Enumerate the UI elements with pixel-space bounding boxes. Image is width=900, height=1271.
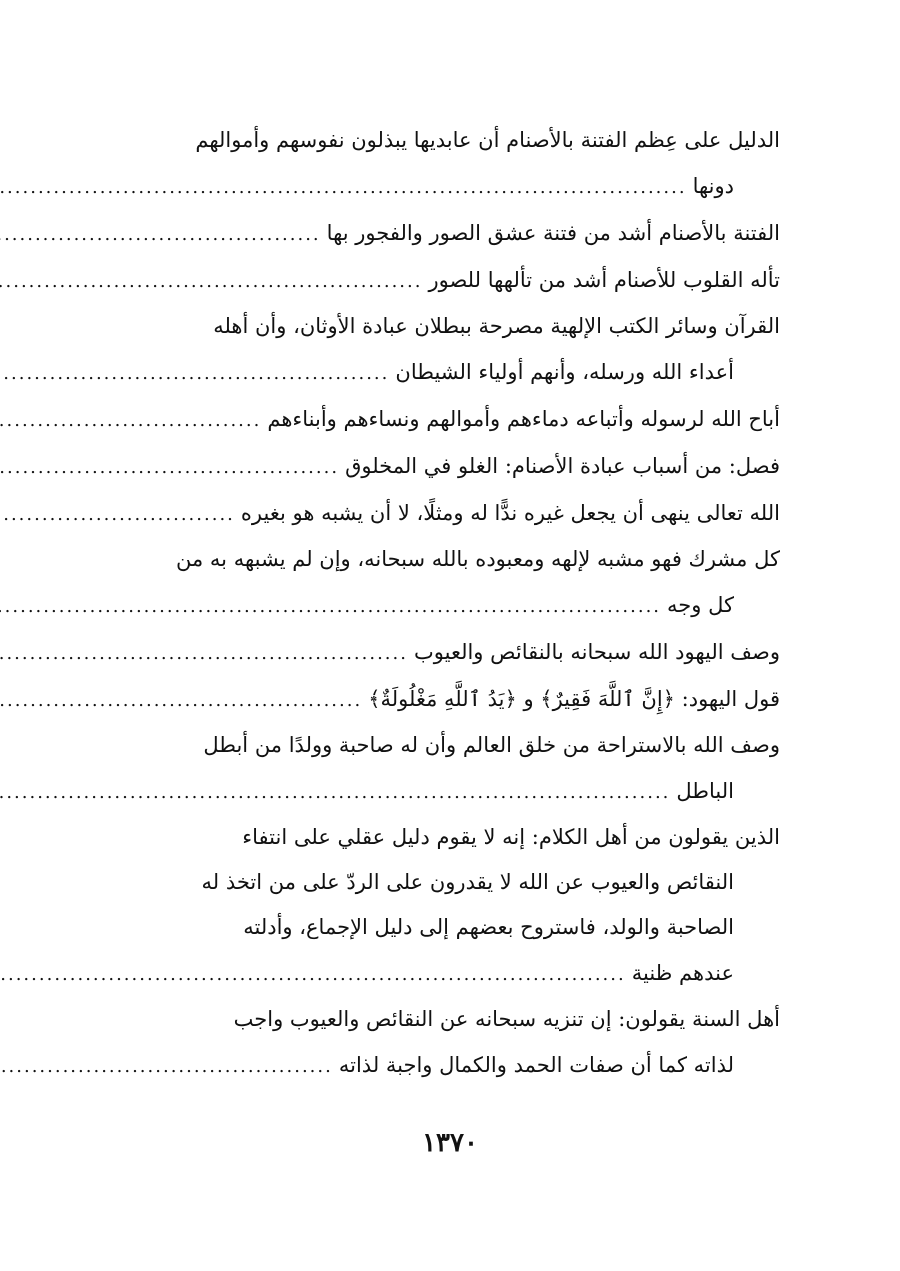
dot-leader bbox=[0, 259, 422, 304]
entry-page-line bbox=[130, 629, 780, 674]
entry-page-line bbox=[130, 396, 780, 441]
entry-page-line bbox=[130, 163, 780, 208]
entry-title: الباطل bbox=[676, 779, 734, 803]
entry-text-line: الذين يقولون من أهل الكلام: إنه لا يقوم دليل عقلي على انتفاء bbox=[242, 825, 780, 849]
dot-leader bbox=[0, 952, 626, 997]
dot-leader bbox=[0, 770, 670, 815]
entry-text-line: الدليل على عِظم الفتنة بالأصنام أن عابديها يبذلون نفوسهم وأموالهم bbox=[195, 128, 780, 152]
toc-entry bbox=[130, 304, 780, 394]
entry-page-line bbox=[130, 257, 780, 302]
entry-text-line: أهل السنة يقولون: إن تنزيه سبحانه عن النقائص والعيوب واجب bbox=[233, 1007, 780, 1031]
entry-title: أعداء الله ورسله، وأنهم أولياء الشيطان bbox=[395, 360, 734, 384]
toc-entry bbox=[130, 118, 780, 208]
entry-title: الله تعالى ينهى أن يجعل غيره ندًّا له ومثلًا، لا أن يشبه هو بغيره bbox=[240, 501, 780, 525]
toc-entry bbox=[130, 537, 780, 627]
dot-leader bbox=[0, 398, 261, 443]
entry-title: دونها bbox=[692, 174, 734, 198]
entry-text-line: القرآن وسائر الكتب الإلهية مصرحة ببطلان عبادة الأوثان، وأن أهله bbox=[213, 314, 780, 338]
dot-leader bbox=[0, 351, 389, 396]
dot-leader bbox=[0, 212, 321, 257]
dot-leader bbox=[0, 165, 687, 210]
entry-page-line bbox=[130, 676, 780, 721]
toc-entries bbox=[130, 118, 780, 1089]
entry-title: عندهم ظنية bbox=[631, 961, 734, 985]
entry-page-line bbox=[130, 490, 780, 535]
entry-page-line bbox=[130, 349, 780, 394]
entry-page-line bbox=[130, 210, 780, 255]
entry-page-line bbox=[130, 950, 780, 995]
toc-entry bbox=[130, 629, 780, 674]
entry-title: قول اليهود: ﴿إِنَّ ٱللَّهَ فَقِيرٌ﴾ و ﴿يَدُ ٱللَّهِ مَغْلُولَةٌ﴾ bbox=[368, 687, 780, 711]
entry-page-line bbox=[130, 443, 780, 488]
entry-title: تأله القلوب للأصنام أشد من تألهها للصور bbox=[428, 268, 780, 292]
toc-entry bbox=[130, 676, 780, 721]
toc-entry bbox=[130, 997, 780, 1087]
toc-entry bbox=[130, 257, 780, 302]
entry-text-line: كل مشرك فهو مشبه لإلهه ومعبوده بالله سبحانه، وإن لم يشبهه به من bbox=[176, 547, 780, 571]
entry-title: أباح الله لرسوله وأتباعه دماءهم وأموالهم ونساءهم وأبناءهم bbox=[267, 407, 780, 431]
dot-leader bbox=[0, 492, 235, 537]
entry-page-line bbox=[130, 768, 780, 813]
toc-entry bbox=[130, 490, 780, 535]
entry-title: فصل: من أسباب عبادة الأصنام: الغلو في المخلوق bbox=[345, 454, 780, 478]
toc-entry bbox=[130, 723, 780, 813]
entry-title: الفتنة بالأصنام أشد من فتنة عشق الصور والفجور بها bbox=[326, 221, 780, 245]
toc-entry bbox=[130, 443, 780, 488]
entry-title: وصف اليهود الله سبحانه بالنقائص والعيوب bbox=[413, 640, 780, 664]
dot-leader bbox=[0, 631, 408, 676]
entry-title: كل وجه bbox=[667, 593, 734, 617]
dot-leader bbox=[0, 678, 362, 723]
entry-text-line: وصف الله بالاستراحة من خلق العالم وأن له صاحبة وولدًا من أبطل bbox=[203, 733, 780, 757]
toc-entry bbox=[130, 396, 780, 441]
toc-entry bbox=[130, 815, 780, 995]
entry-page-line bbox=[130, 1042, 780, 1087]
entry-text-line: النقائص والعيوب عن الله لا يقدرون على الردّ على من اتخذ له bbox=[201, 870, 734, 894]
entry-page-line bbox=[130, 582, 780, 627]
toc-entry bbox=[130, 210, 780, 255]
entry-text-line: الصاحبة والولد، فاستروح بعضهم إلى دليل الإجماع، وأدلته bbox=[243, 915, 734, 939]
dot-leader bbox=[0, 445, 339, 490]
page-number: ١٣٧٠ bbox=[422, 1128, 478, 1158]
entry-title: لذاته كما أن صفات الحمد والكمال واجبة لذاته bbox=[338, 1053, 734, 1077]
dot-leader bbox=[0, 584, 661, 629]
dot-leader bbox=[0, 1044, 333, 1089]
